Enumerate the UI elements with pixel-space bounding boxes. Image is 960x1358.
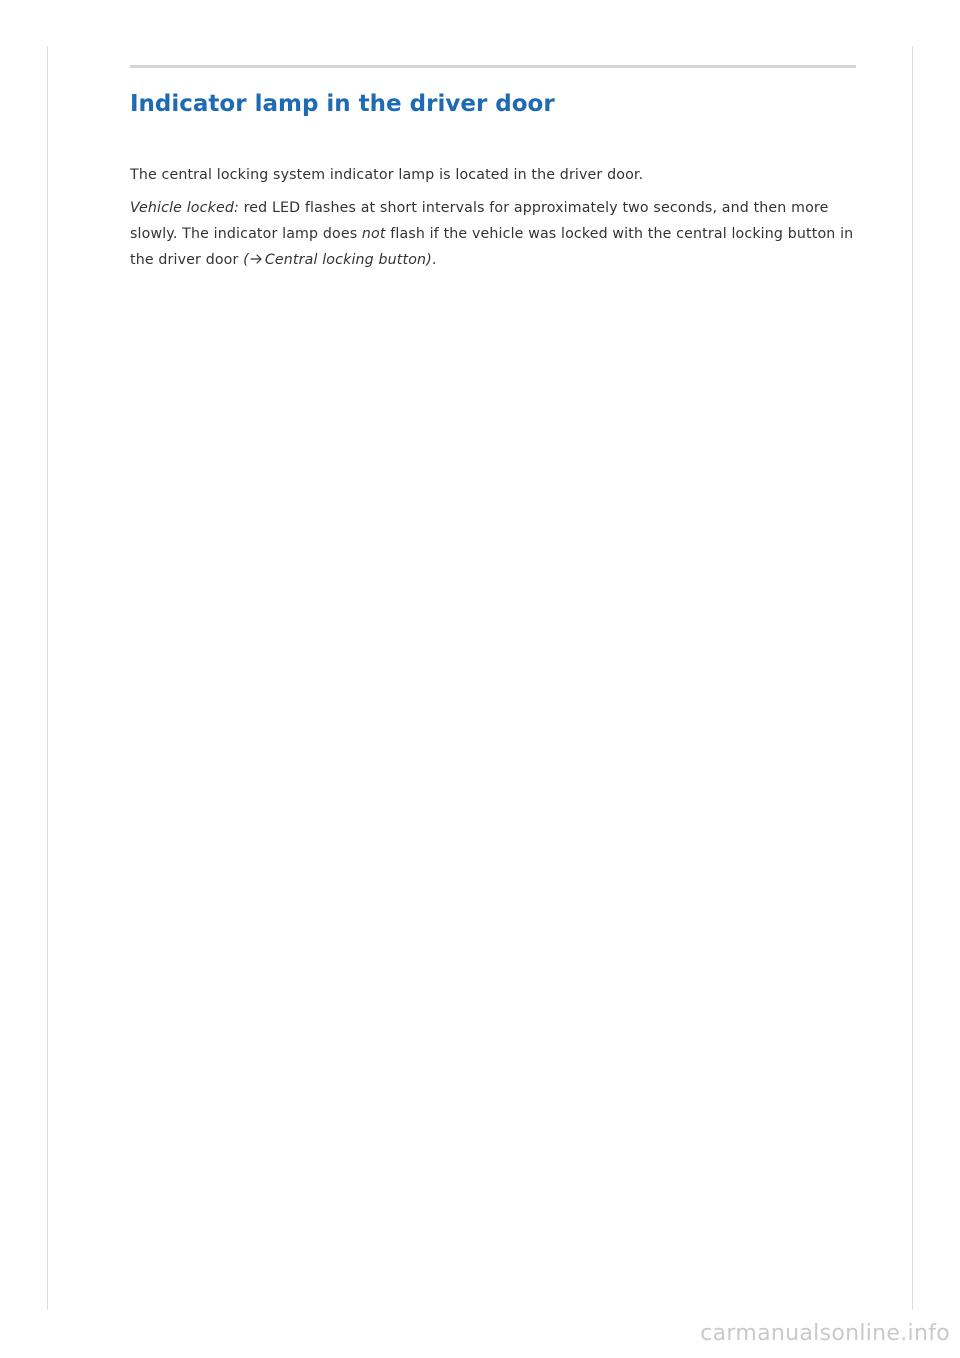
vehicle-locked-text-2: flash if the vehicle was locked with the central locking button in the driver door [130,226,854,268]
central-locking-button-link[interactable] [243,252,432,268]
xref-label: Central locking button) [264,252,432,268]
end-period: . [431,252,437,268]
section-title: Indicator lamp in the driver door [130,91,555,117]
xref-open-paren: ( [243,252,249,268]
intro-paragraph [130,162,860,188]
right-margin-line [912,46,913,1310]
left-margin-line [47,46,48,1310]
not-emphasis: not [361,226,386,242]
intro-text: The central locking system indicator lamp is located in the driver door. [130,167,644,183]
arrow-right-icon [250,254,263,264]
vehicle-locked-paragraph [130,195,860,273]
section-top-rule [130,65,856,68]
site-watermark: carmanualsonline.info [700,1321,950,1346]
vehicle-locked-text-1: red LED flashes at short intervals for approximately two seconds, and then more slowly. The indicator lamp does [130,200,829,242]
vehicle-locked-label: Vehicle locked: [130,200,239,216]
